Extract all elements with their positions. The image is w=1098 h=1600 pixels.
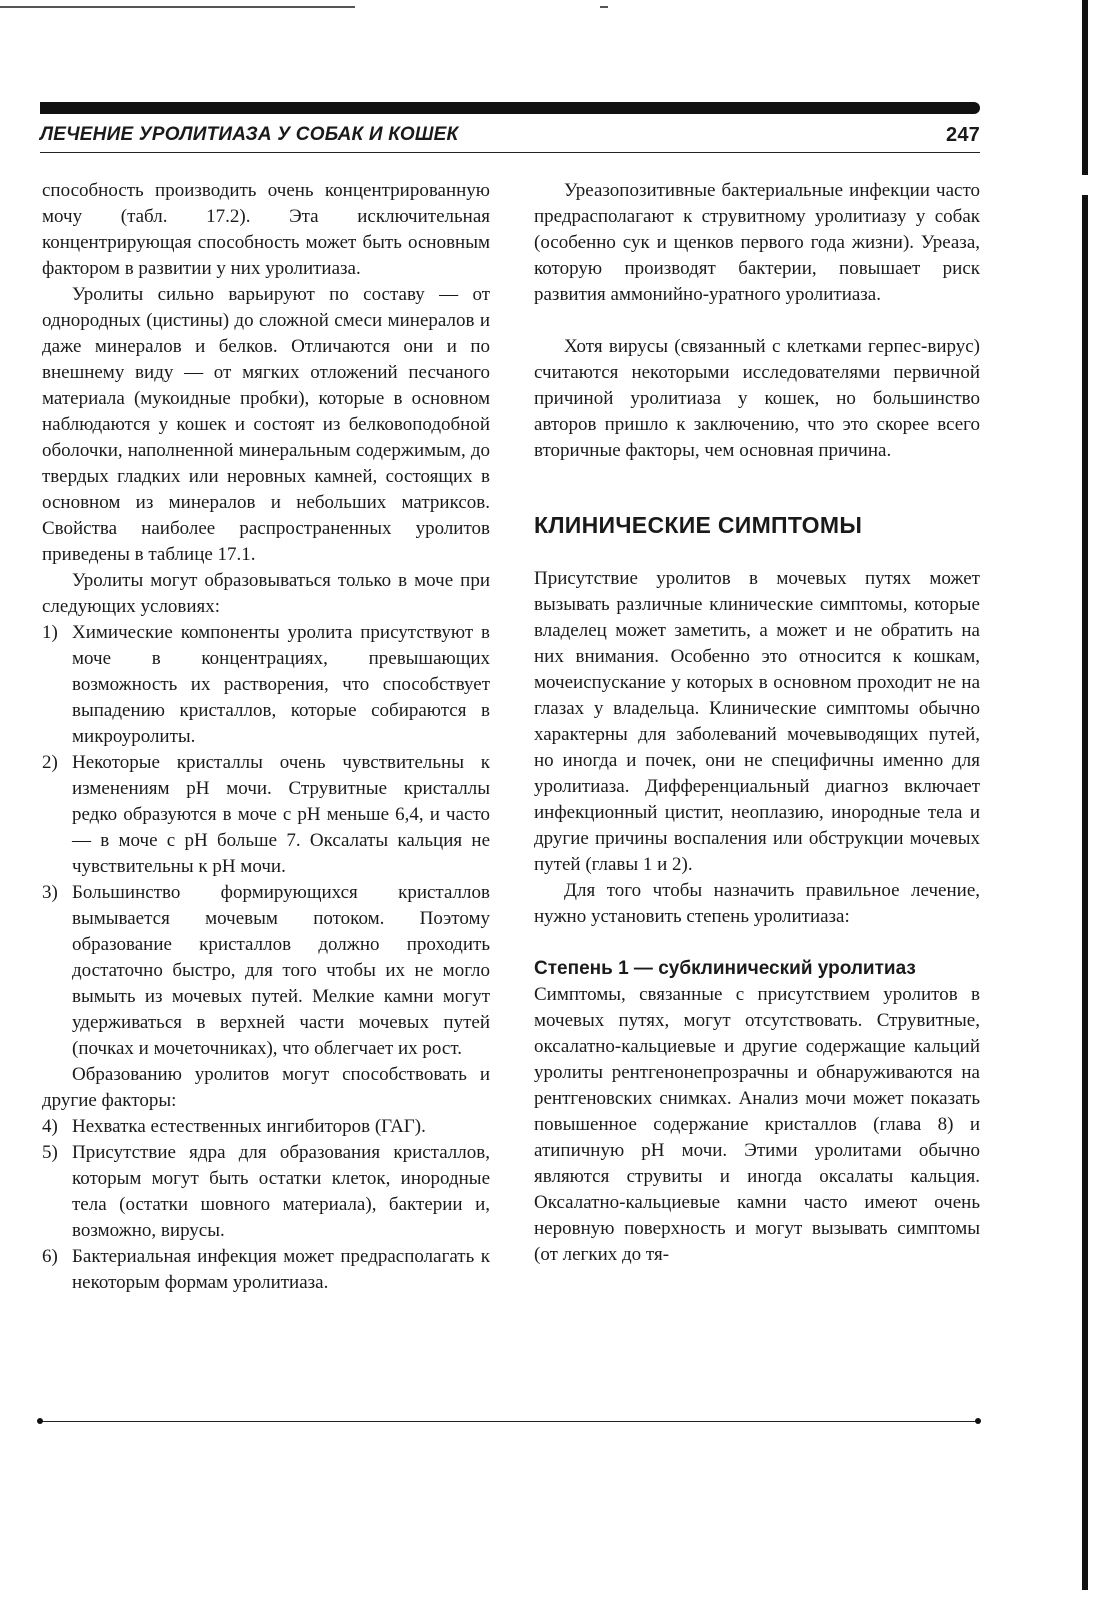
page-number: 247 [946, 124, 980, 146]
spacer [534, 930, 980, 956]
section-heading: КЛИНИЧЕСКИЕ СИМПТОМЫ [534, 512, 863, 538]
paragraph: Симптомы, связанные с присутствием уролитов в мочевых путях, могут отсутствовать. Струвитные, оксалатно-кальциевые и другие содержащие кальций уролиты рентгенонепрозрачны и обнаруживаются на рентгеновских снимках. Анализ мочи может показать повышенное содержание кристаллов (глава 8) и атипичную pH мочи. Этими уролитами обычно являются струвиты и иногда оксалаты кальция. Оксалатно-кальциевые камни часто имеют очень неровную поверхность и могут вызывать симптомы (от легких до тя- [534, 984, 980, 1265]
subheading: Степень 1 — субклинический уролитиаз [534, 958, 916, 979]
list-item [42, 620, 490, 750]
list-number: 6) [42, 1246, 58, 1267]
list-number: 2) [42, 752, 58, 773]
paragraph: Для того чтобы назначить правильное лечение, нужно установить степень уролитиаза: [534, 880, 980, 927]
footer-rule-dot [37, 1418, 43, 1424]
header-rule [40, 102, 980, 114]
list-text: Некоторые кристаллы очень чувствительны к изменениям pH мочи. Струвитные кристаллы редко образуются в моче с pH меньше 6,4, и часто — в моче с pH больше 7. Оксалаты кальция не чувствительны к pH мочи. [72, 752, 490, 877]
list-text: Бактериальная инфекция может предрасполагать к некоторым формам уролитиаза. [72, 1246, 490, 1293]
footer-rule [40, 1421, 978, 1422]
spacer [534, 464, 980, 510]
paragraph: Уролиты сильно варьируют по составу — от однородных (цистины) до сложной смеси минералов и даже минералов и белков. Отличаются они и по внешнему виду — от мягких отложений песчаного материала (мукоидные пробки), которые в основном наблюдаются у кошек и состоят из белковоподобной оболочки, наполненной минеральным содержимым, до твердых гладких или неровных камней, состоящих в основном из минералов и небольших матриксов. Свойства наиболее распространенных уролитов приведены в таблице 17.1. [42, 284, 490, 565]
list-item [42, 1140, 490, 1244]
paragraph: Уреазопозитивные бактериальные инфекции часто предрасполагают к струвитному уролитиазу у собак (особенно сук и щенков первого года жизни). Уреаза, которую производят бактерии, повышает риск развития аммонийно-уратного уролитиаза. [534, 180, 980, 305]
list-text: Большинство формирующихся кристаллов вымывается мочевым потоком. Поэтому образование кристаллов должно проходить достаточно быстро, для того чтобы их не могло вымыть из мочевых путей. Мелкие камни могут удерживаться в верхней части мочевых путей (почках и мочеточниках), что облегчает их рост. [72, 882, 490, 1059]
scan-edge-bar [1082, 195, 1088, 1590]
conditions-list [42, 620, 490, 1062]
list-item [42, 880, 490, 1062]
scan-edge-bar [1082, 0, 1088, 175]
footer-rule-dot [975, 1418, 981, 1424]
list-item [42, 750, 490, 880]
paragraph: Уролиты могут образовываться только в моче при следующих условиях: [42, 570, 490, 617]
right-column [534, 178, 980, 1268]
list-number: 4) [42, 1116, 58, 1137]
running-head-title: ЛЕЧЕНИЕ УРОЛИТИАЗА У СОБАК И КОШЕК [40, 124, 459, 145]
spacer [534, 308, 980, 334]
list-text: Присутствие ядра для образования кристаллов, которым могут быть остатки клеток, инородные тела (остатки шовного материала), бактерии и, возможно, вирусы. [72, 1142, 490, 1241]
list-number: 5) [42, 1142, 58, 1163]
running-head [40, 120, 980, 153]
list-item [42, 1114, 490, 1140]
left-column [42, 178, 490, 1296]
paragraph: Образованию уролитов могут способствовать и другие факторы: [42, 1064, 490, 1111]
scan-edge-line [600, 6, 608, 8]
factors-list [42, 1114, 490, 1296]
list-text: Химические компоненты уролита присутствуют в моче в концентрациях, превышающих возможность их растворения, что способствует выпадению кристаллов, которые собираются в микроуролиты. [72, 622, 490, 747]
list-number: 1) [42, 622, 58, 643]
paragraph: Присутствие уролитов в мочевых путях может вызывать различные клинические симптомы, которые владелец может заметить, а может и не обратить на них внимания. Особенно это относится к кошкам, мочеиспускание у которых в основном проходит не на глазах у владельца. Клинические симптомы обычно характерны для заболеваний мочевыводящих путей, но иногда и почек, они не специфичны именно для уролитиаза. Дифференциальный диагноз включает инфекционный цистит, неоплазию, инородные тела и другие причины воспаления или обструкции мочевых путей (главы 1 и 2). [534, 568, 980, 875]
list-item [42, 1244, 490, 1296]
paragraph: способность производить очень концентрированную мочу (табл. 17.2). Эта исключительная концентрирующая способность может быть основным фактором в развитии у них уролитиаза. [42, 180, 490, 279]
list-text: Нехватка естественных ингибиторов (ГАГ). [72, 1116, 426, 1137]
list-number: 3) [42, 882, 58, 903]
paragraph: Хотя вирусы (связанный с клетками герпес-вирус) считаются некоторыми исследователями первичной причиной уролитиаза у кошек, но большинство авторов пришло к заключению, что это скорее всего вторичные факторы, чем основная причина. [534, 336, 980, 461]
spacer [534, 540, 980, 566]
scan-edge-line [0, 6, 355, 8]
